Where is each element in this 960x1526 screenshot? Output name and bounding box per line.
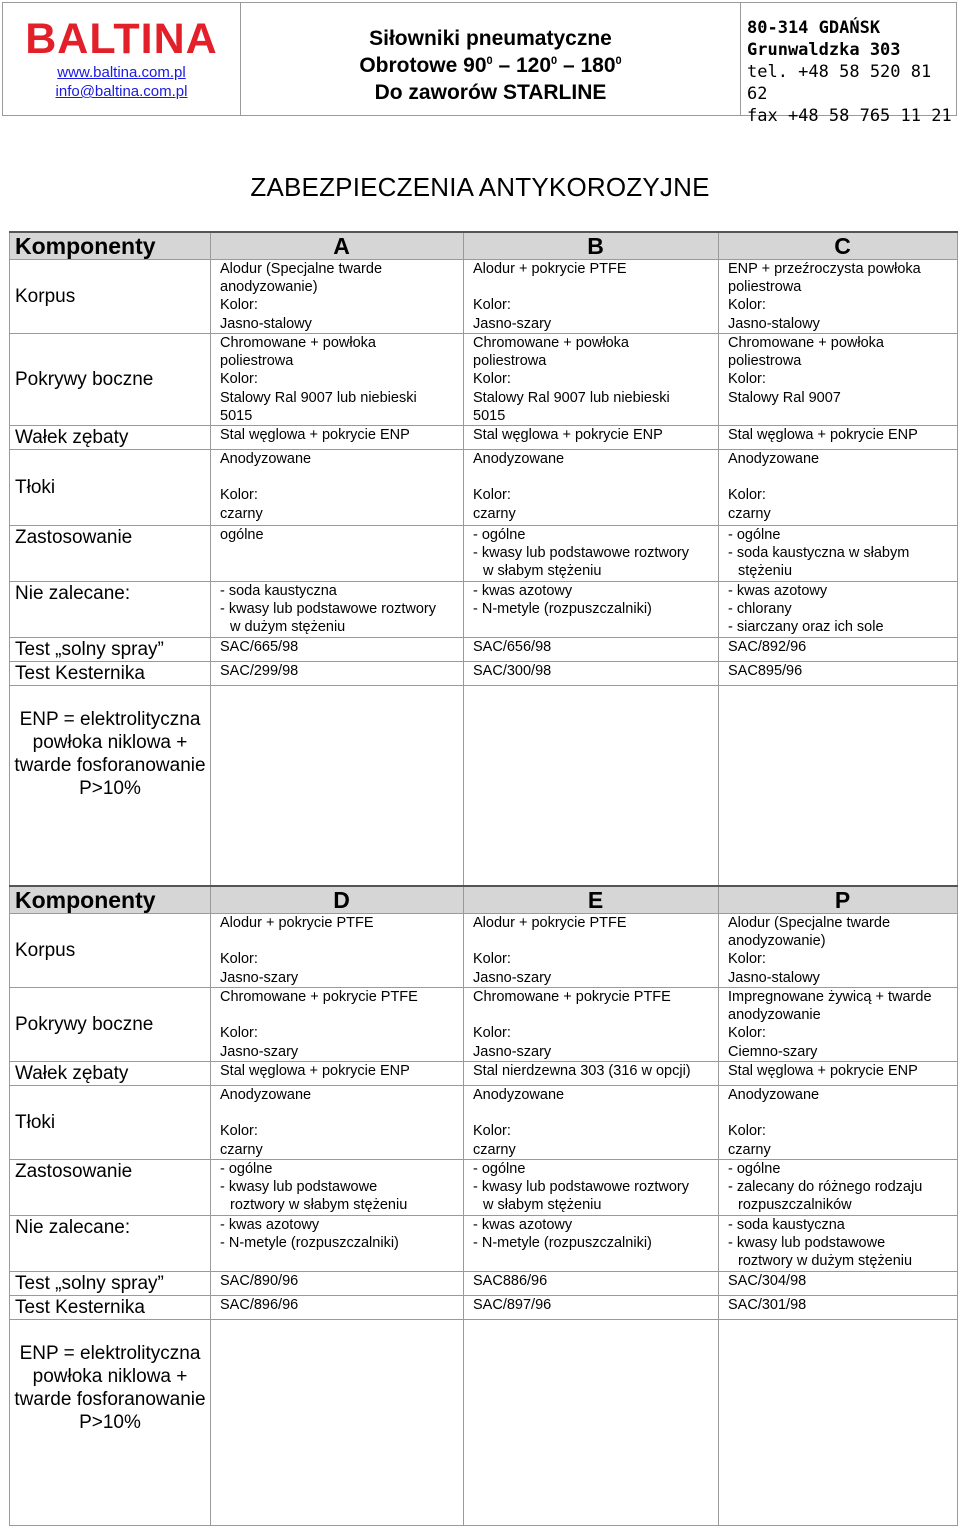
cell-kesternika-e: SAC/897/96 bbox=[464, 1296, 719, 1320]
table-row-tloki bbox=[10, 1086, 958, 1160]
address-city: 80-314 GDAŃSK bbox=[747, 18, 881, 38]
cell-nie-zalecane-d: - kwas azotowy - N-metyle (rozpuszczalniki) bbox=[211, 1216, 464, 1272]
enp-abbr: ENP = bbox=[19, 1343, 75, 1364]
components-header: Komponenty bbox=[10, 232, 211, 260]
enp-text: elektrolityczna powłoka niklowa + twarde fosforanowanie P>10% bbox=[14, 1343, 206, 1433]
cell-pokrywy-d: Chromowane + pokrycie PTFE Kolor: Jasno-szary bbox=[211, 988, 464, 1062]
address-street: Grunwaldzka 303 bbox=[747, 40, 901, 60]
table-row-test-kesternika bbox=[10, 1296, 958, 1320]
cell-nie-zalecane-a: - soda kaustyczna - kwasy lub podstawowe roztwory w dużym stężeniu bbox=[211, 582, 464, 638]
table-row-tloki bbox=[10, 450, 958, 526]
photo-cell-b bbox=[464, 686, 719, 886]
cell-walek-e: Stal nierdzewna 303 (316 w opcji) bbox=[464, 1062, 719, 1086]
cell-spray-b: SAC/656/98 bbox=[464, 638, 719, 662]
page-title: ZABEZPIECZENIA ANTYKOROZYJNE bbox=[250, 172, 710, 202]
photo-cell-c bbox=[719, 686, 958, 886]
row-label-test-spray: Test „solny spray” bbox=[10, 1272, 211, 1296]
col-header-c: C bbox=[719, 232, 958, 260]
header-title-line3: Do zaworów STARLINE bbox=[374, 81, 607, 104]
header-title-line2 bbox=[241, 52, 740, 79]
table-row-pokrywy bbox=[10, 988, 958, 1062]
coating-table-abc bbox=[9, 231, 958, 886]
cell-spray-d: SAC/890/96 bbox=[211, 1272, 464, 1296]
cell-kesternika-p: SAC/301/98 bbox=[719, 1296, 958, 1320]
row-label-test-kesternika: Test Kesternika bbox=[10, 1296, 211, 1320]
address-block bbox=[741, 3, 956, 126]
table-row-test-spray bbox=[10, 1272, 958, 1296]
cell-zastosowanie-e: - ogólne - kwasy lub podstawowe roztwory w słabym stężeniu bbox=[464, 1160, 719, 1216]
col-header-b: B bbox=[464, 232, 719, 260]
table-row-nie-zalecane bbox=[10, 582, 958, 638]
angle-120: – 120 bbox=[492, 54, 552, 77]
cell-korpus-d: Alodur + pokrycie PTFE Kolor: Jasno-szary bbox=[211, 914, 464, 988]
address-fax: fax +48 58 765 11 21 bbox=[747, 106, 952, 126]
col-header-e: E bbox=[464, 886, 719, 914]
cell-nie-zalecane-e: - kwas azotowy - N-metyle (rozpuszczalniki) bbox=[464, 1216, 719, 1272]
photo-cell-a bbox=[211, 686, 464, 886]
cell-tloki-a: Anodyzowane Kolor: czarny bbox=[211, 450, 464, 526]
cell-tloki-d: Anodyzowane Kolor: czarny bbox=[211, 1086, 464, 1160]
table-row-pokrywy bbox=[10, 334, 958, 426]
row-label-zastosowanie: Zastosowanie bbox=[10, 526, 211, 582]
cell-zastosowanie-b: - ogólne - kwasy lub podstawowe roztwory w słabym stężeniu bbox=[464, 526, 719, 582]
row-label-pokrywy: Pokrywy boczne bbox=[10, 334, 211, 426]
row-label-walek: Wałek zębaty bbox=[10, 426, 211, 450]
row-label-zastosowanie: Zastosowanie bbox=[10, 1160, 211, 1216]
cell-korpus-e: Alodur + pokrycie PTFE Kolor: Jasno-szary bbox=[464, 914, 719, 988]
degree-sup: 0 bbox=[551, 55, 558, 67]
enp-note bbox=[10, 686, 211, 886]
cell-pokrywy-b: Chromowane + powłoka poliestrowa Kolor: Stalowy Ral 9007 lub niebieski 5015 bbox=[464, 334, 719, 426]
cell-tloki-e: Anodyzowane Kolor: czarny bbox=[464, 1086, 719, 1160]
cell-walek-d: Stal węglowa + pokrycie ENP bbox=[211, 1062, 464, 1086]
row-label-walek: Wałek zębaty bbox=[10, 1062, 211, 1086]
col-header-d: D bbox=[211, 886, 464, 914]
cell-kesternika-d: SAC/896/96 bbox=[211, 1296, 464, 1320]
table-row-korpus bbox=[10, 914, 958, 988]
cell-zastosowanie-a: ogólne bbox=[211, 526, 464, 582]
cell-walek-a: Stal węglowa + pokrycie ENP bbox=[211, 426, 464, 450]
cell-nie-zalecane-c: - kwas azotowy - chlorany - siarczany oraz ich sole bbox=[719, 582, 958, 638]
row-label-tloki: Tłoki bbox=[10, 450, 211, 526]
table-row-test-kesternika bbox=[10, 662, 958, 686]
table-row-zastosowanie bbox=[10, 1160, 958, 1216]
cell-tloki-p: Anodyzowane Kolor: czarny bbox=[719, 1086, 958, 1160]
cell-spray-p: SAC/304/98 bbox=[719, 1272, 958, 1296]
cell-korpus-b: Alodur + pokrycie PTFE Kolor: Jasno-szary bbox=[464, 260, 719, 334]
table-row-zastosowanie bbox=[10, 526, 958, 582]
cell-spray-e: SAC886/96 bbox=[464, 1272, 719, 1296]
cell-zastosowanie-p: - ogólne - zalecany do różnego rodzaju rozpuszczalników bbox=[719, 1160, 958, 1216]
baltina-logo: BALTINA bbox=[25, 15, 218, 63]
cell-pokrywy-p: Impregnowane żywicą + twarde anodyzowanie Kolor: Ciemno-szary bbox=[719, 988, 958, 1062]
photo-cell-d bbox=[211, 1320, 464, 1526]
cell-nie-zalecane-p: - soda kaustyczna - kwasy lub podstawowe roztwory w dużym stężeniu bbox=[719, 1216, 958, 1272]
table-row-photos bbox=[10, 686, 958, 886]
cell-walek-p: Stal węglowa + pokrycie ENP bbox=[719, 1062, 958, 1086]
row-label-pokrywy: Pokrywy boczne bbox=[10, 988, 211, 1062]
cell-pokrywy-a: Chromowane + powłoka poliestrowa Kolor: Stalowy Ral 9007 lub niebieski 5015 bbox=[211, 334, 464, 426]
cell-korpus-a: Alodur (Specjalne twarde anodyzowanie) Kolor: Jasno-stalowy bbox=[211, 260, 464, 334]
cell-kesternika-b: SAC/300/98 bbox=[464, 662, 719, 686]
table-row-test-spray bbox=[10, 638, 958, 662]
degree-sup: 0 bbox=[486, 55, 493, 67]
row-label-korpus: Korpus bbox=[10, 914, 211, 988]
header-title bbox=[241, 3, 741, 115]
cell-spray-c: SAC/892/96 bbox=[719, 638, 958, 662]
photo-cell-e bbox=[464, 1320, 719, 1526]
table-row-photos bbox=[10, 1320, 958, 1526]
row-label-nie-zalecane: Nie zalecane: bbox=[10, 582, 211, 638]
cell-pokrywy-c: Chromowane + powłoka poliestrowa Kolor: Stalowy Ral 9007 bbox=[719, 334, 958, 426]
cell-zastosowanie-d: - ogólne - kwasy lub podstawowe roztwory w słabym stężeniu bbox=[211, 1160, 464, 1216]
cell-korpus-p: Alodur (Specjalne twarde anodyzowanie) Kolor: Jasno-stalowy bbox=[719, 914, 958, 988]
enp-abbr: ENP = bbox=[19, 709, 75, 731]
table-row-walek bbox=[10, 1062, 958, 1086]
page-header bbox=[2, 2, 957, 126]
coating-table-dep bbox=[9, 885, 958, 1526]
photo-cell-p bbox=[719, 1320, 958, 1526]
row-label-nie-zalecane: Nie zalecane: bbox=[10, 1216, 211, 1272]
cell-kesternika-a: SAC/299/98 bbox=[211, 662, 464, 686]
logo-block bbox=[3, 3, 241, 115]
cell-walek-c: Stal węglowa + pokrycie ENP bbox=[719, 426, 958, 450]
address-phone: tel. +48 58 520 81 62 bbox=[747, 62, 932, 104]
enp-note bbox=[10, 1320, 211, 1526]
angle-90: Obrotowe 90 bbox=[359, 54, 487, 77]
cell-tloki-b: Anodyzowane Kolor: czarny bbox=[464, 450, 719, 526]
cell-zastosowanie-c: - ogólne - soda kaustyczna w słabym stężeniu bbox=[719, 526, 958, 582]
table-header-row bbox=[10, 886, 958, 914]
col-header-p: P bbox=[719, 886, 958, 914]
cell-spray-a: SAC/665/98 bbox=[211, 638, 464, 662]
cell-nie-zalecane-b: - kwas azotowy - N-metyle (rozpuszczalniki) bbox=[464, 582, 719, 638]
col-header-a: A bbox=[211, 232, 464, 260]
table-row-walek bbox=[10, 426, 958, 450]
email-link[interactable]: info@baltina.com.pl bbox=[55, 83, 188, 100]
cell-walek-b: Stal węglowa + pokrycie ENP bbox=[464, 426, 719, 450]
cell-kesternika-c: SAC895/96 bbox=[719, 662, 958, 686]
enp-text: elektrolityczna powłoka niklowa + twarde fosforanowanie P>10% bbox=[14, 709, 206, 800]
table-header-row bbox=[10, 232, 958, 260]
table-row-korpus bbox=[10, 260, 958, 334]
cell-pokrywy-e: Chromowane + pokrycie PTFE Kolor: Jasno-szary bbox=[464, 988, 719, 1062]
row-label-test-spray: Test „solny spray” bbox=[10, 638, 211, 662]
row-label-korpus: Korpus bbox=[10, 260, 211, 334]
cell-korpus-c: ENP + przeźroczysta powłoka poliestrowa Kolor: Jasno-stalowy bbox=[719, 260, 958, 334]
cell-tloki-c: Anodyzowane Kolor: czarny bbox=[719, 450, 958, 526]
row-label-test-kesternika: Test Kesternika bbox=[10, 662, 211, 686]
degree-sup: 0 bbox=[615, 55, 622, 67]
components-header: Komponenty bbox=[10, 886, 211, 914]
header-title-line1: Siłowniki pneumatyczne bbox=[369, 27, 612, 50]
angle-180: – 180 bbox=[557, 54, 616, 77]
row-label-tloki: Tłoki bbox=[10, 1086, 211, 1160]
website-link[interactable]: www.baltina.com.pl bbox=[57, 64, 186, 81]
table-row-nie-zalecane bbox=[10, 1216, 958, 1272]
